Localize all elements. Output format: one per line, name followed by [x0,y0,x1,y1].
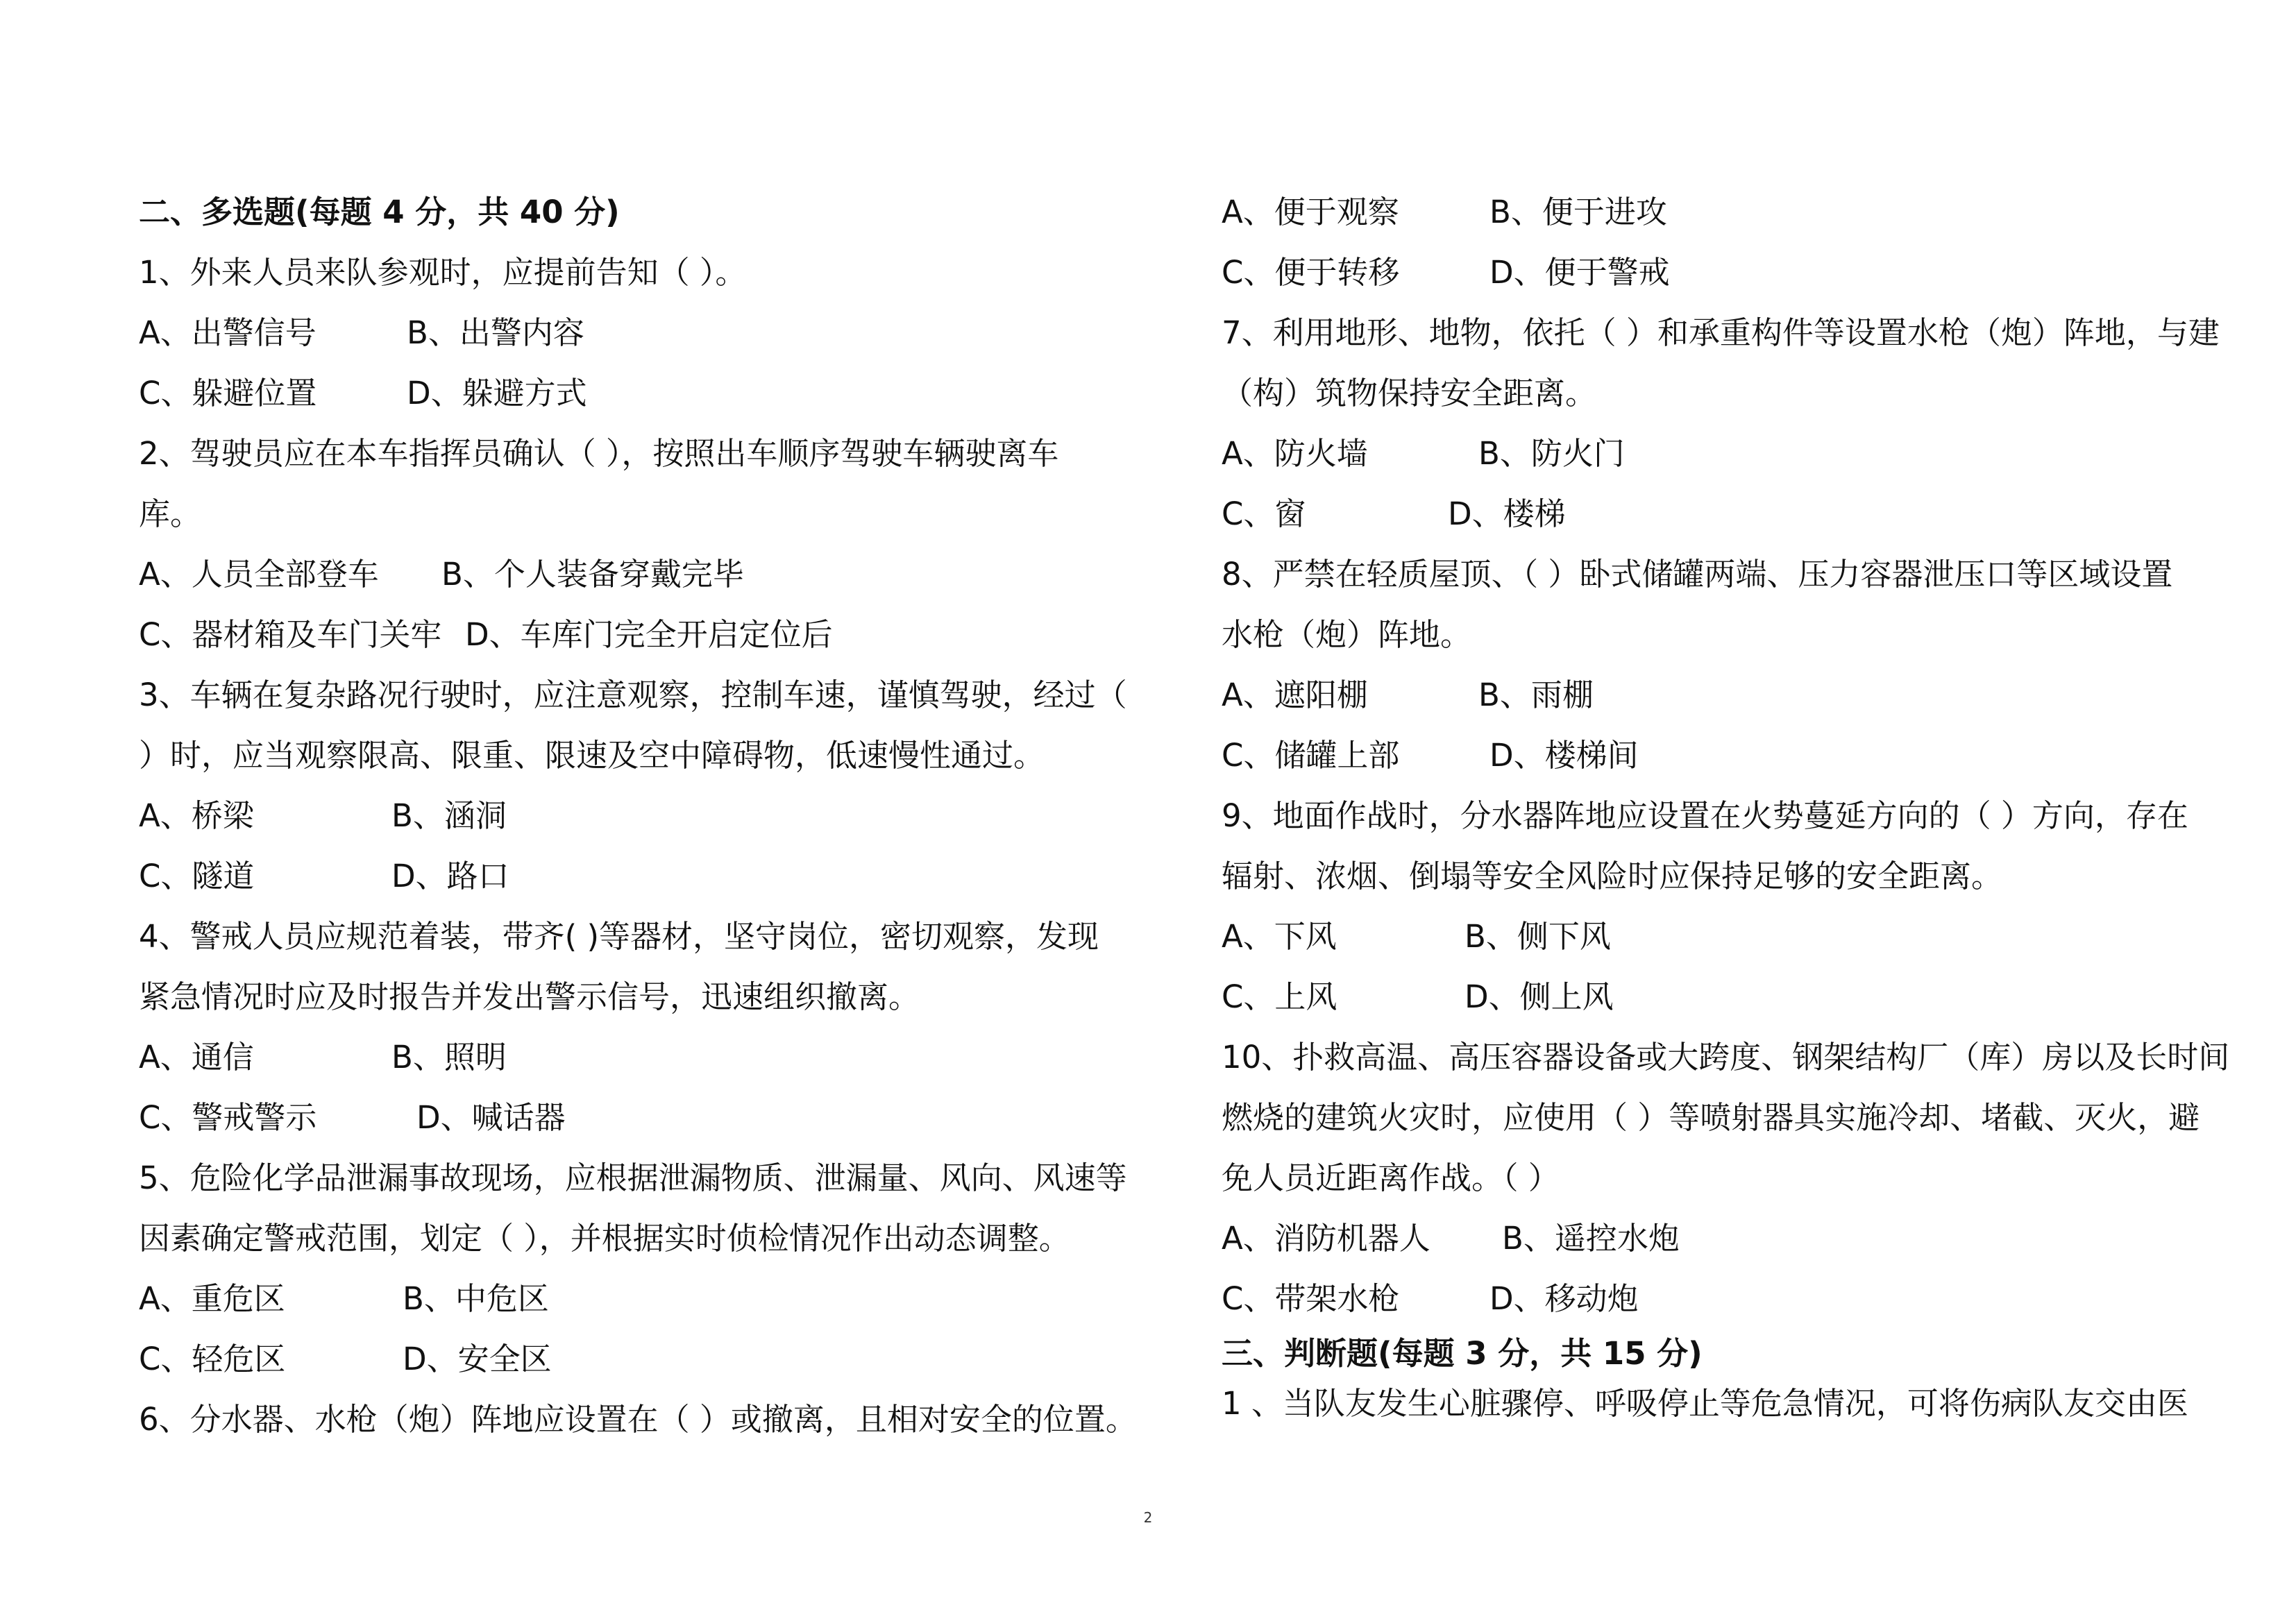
option-a: A、遮阳棚 [1222,677,1368,713]
question-4-stem-line-2: 紧急情况时应及时报告并发出警示信号，迅速组织撤离。 [139,978,920,1015]
option-a: A、下风 [1222,918,1337,955]
question-3-stem-line-1: 3、车辆在复杂路况行驶时，应注意观察，控制车速，谨慎驾驶，经过（ [139,677,1127,713]
question-10-stem-line-3: 免人员近距离作战。（ ） [1222,1159,1560,1196]
option-b: B、个人装备穿戴完毕 [441,556,744,593]
option-a: A、桥梁 [139,797,254,834]
section-title-multiple-choice: 二、多选题(每题 4 分，共 40 分) [139,194,620,230]
option-b: B、便于进攻 [1489,194,1667,230]
option-c: C、窗 [1222,495,1306,532]
option-b: B、照明 [391,1039,507,1076]
question-10-stem-line-1: 10、扑救高温、高压容器设备或大跨度、钢架结构厂（库）房以及长时间 [1222,1039,2230,1076]
judgment-1-stem: 1 、当队友发生心脏骤停、呼吸停止等危急情况，可将伤病队友交由医 [1222,1385,2188,1422]
option-a: A、重危区 [139,1280,285,1317]
option-a: A、消防机器人 [1222,1220,1430,1257]
option-b: B、出警内容 [407,314,584,351]
option-c: C、警戒警示 [139,1099,317,1136]
option-d: D、车库门完全开启定位后 [465,616,833,653]
option-c: C、隧道 [139,858,255,894]
option-b: B、遥控水炮 [1502,1220,1680,1257]
option-b: B、侧下风 [1464,918,1611,955]
question-7-stem-line-2: （构）筑物保持安全距离。 [1222,375,1597,411]
question-2-stem-line-2: 库。 [139,495,202,532]
option-d: D、楼梯 [1448,495,1566,532]
question-8-stem-line-2: 水枪（炮）阵地。 [1222,616,1472,653]
option-d: D、楼梯间 [1489,737,1639,774]
option-d: D、安全区 [403,1341,552,1377]
option-d: D、侧上风 [1464,978,1614,1015]
question-4-stem-line-1: 4、警戒人员应规范着装，带齐( )等器材，坚守岗位，密切观察，发现 [139,918,1099,955]
option-c: C、器材箱及车门关牢 [139,616,442,653]
question-9-stem-line-2: 辐射、浓烟、倒塌等安全风险时应保持足够的安全距离。 [1222,858,2003,894]
question-10-stem-line-2: 燃烧的建筑火灾时，应使用（ ）等喷射器具实施冷却、堵截、灭火，避 [1222,1099,2200,1136]
question-6-stem: 6、分水器、水枪（炮）阵地应设置在（ ）或撤离，且相对安全的位置。 [139,1401,1137,1438]
option-a: A、通信 [139,1039,254,1076]
option-d: D、喊话器 [416,1099,566,1136]
option-d: D、躲避方式 [407,375,587,411]
option-a: A、便于观察 [1222,194,1399,230]
option-b: B、涵洞 [391,797,507,834]
option-a: A、出警信号 [139,314,316,351]
question-2-stem-line-1: 2、驾驶员应在本车指挥员确认（ ），按照出车顺序驾驶车辆驶离车 [139,435,1059,472]
page-number: 2 [1143,1509,1153,1526]
question-5-stem-line-1: 5、危险化学品泄漏事故现场，应根据泄漏物质、泄漏量、风向、风速等 [139,1159,1127,1196]
question-3-stem-line-2: ）时，应当观察限高、限重、限速及空中障碍物，低速慢性通过。 [139,737,1045,774]
option-c: C、上风 [1222,978,1337,1015]
option-c: C、躲避位置 [139,375,317,411]
option-d: D、便于警戒 [1489,254,1670,291]
question-9-stem-line-1: 9、地面作战时，分水器阵地应设置在火势蔓延方向的（ ）方向，存在 [1222,797,2188,834]
option-a: A、防火墙 [1222,435,1368,472]
option-b: B、雨棚 [1478,677,1594,713]
option-d: D、移动炮 [1489,1280,1639,1317]
question-1-stem: 1、外来人员来队参观时，应提前告知（ ）。 [139,254,747,291]
question-8-stem-line-1: 8、严禁在轻质屋顶、（ ）卧式储罐两端、压力容器泄压口等区域设置 [1222,556,2173,593]
option-c: C、轻危区 [139,1341,286,1377]
section-title-true-false: 三、判断题(每题 3 分，共 15 分) [1222,1335,1703,1372]
option-b: B、防火门 [1478,435,1625,472]
question-5-stem-line-2: 因素确定警戒范围，划定（ ），并根据实时侦检情况作出动态调整。 [139,1220,1070,1257]
option-c: C、便于转移 [1222,254,1400,291]
option-a: A、人员全部登车 [139,556,379,593]
option-d: D、路口 [391,858,509,894]
option-c: C、储罐上部 [1222,737,1400,774]
option-b: B、中危区 [403,1280,549,1317]
question-7-stem-line-1: 7、利用地形、地物，依托（ ）和承重构件等设置水枪（炮）阵地，与建 [1222,314,2220,351]
option-c: C、带架水枪 [1222,1280,1400,1317]
